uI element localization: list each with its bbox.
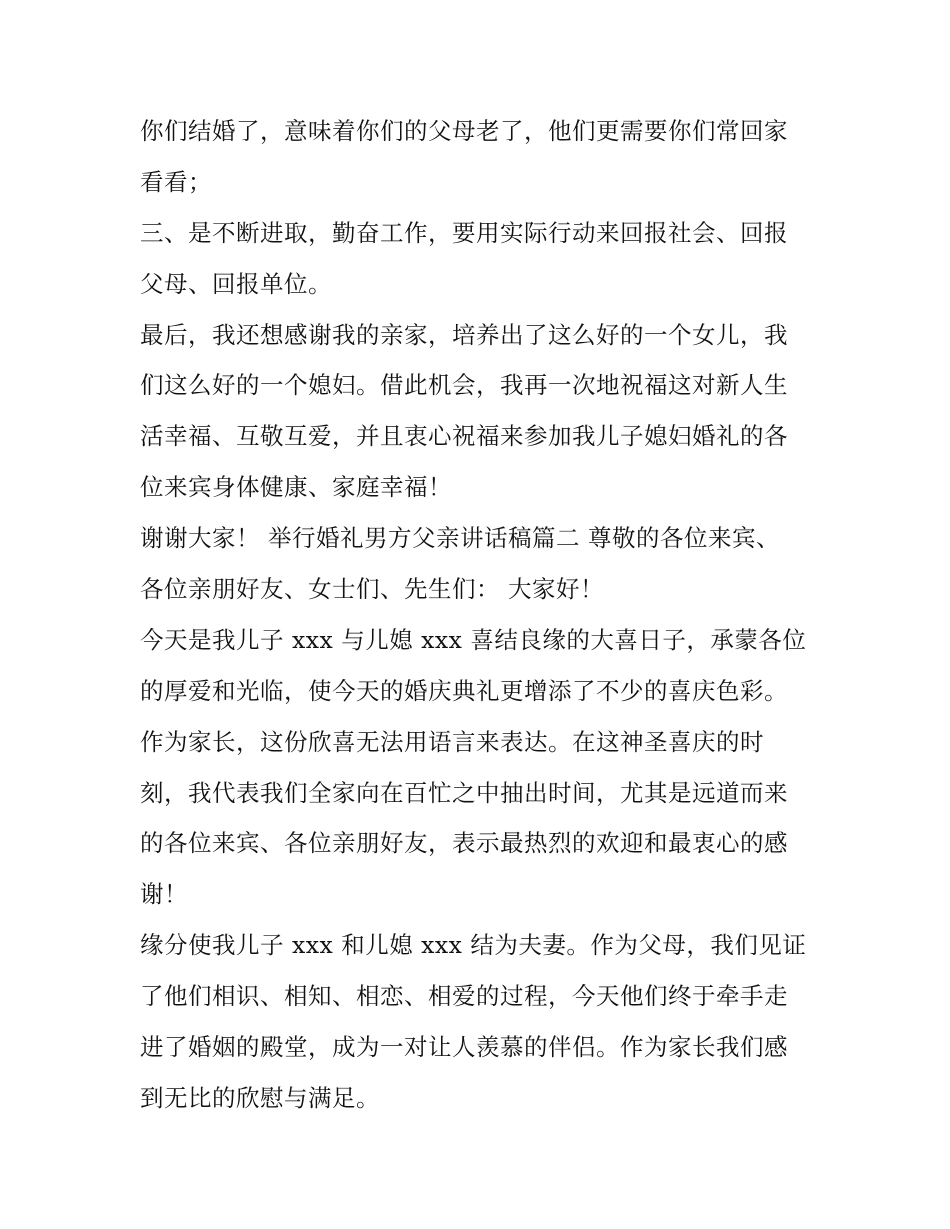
text-line: 谢！ [140, 880, 188, 909]
text-line: 的厚爱和光临，使今天的婚庆典礼更增添了不少的喜庆色彩。 [140, 676, 788, 705]
text-line: 们这么好的一个媳妇。借此机会，我再一次地祝福这对新人生 [140, 371, 788, 400]
text-line: 的各位来宾、各位亲朋好友，表示最热烈的欢迎和最衷心的感 [140, 829, 788, 858]
text-line: 你们结婚了，意味着你们的父母老了，他们更需要你们常回家 [140, 117, 788, 145]
speech-text-block [140, 106, 820, 1124]
text-line: 父母、回报单位。 [140, 269, 332, 298]
text-line: 看看； [140, 167, 212, 196]
text-line: 各位亲朋好友、女士们、先生们： 大家好！ [140, 575, 604, 604]
text-line: 活幸福、互敬互爱，并且衷心祝福来参加我儿子媳妇婚礼的各 [140, 422, 788, 451]
text-line: 谢谢大家！ 举行婚礼男方父亲讲话稿篇二 尊敬的各位来宾、 [140, 524, 780, 553]
text-line: 三、是不断进取，勤奋工作，要用实际行动来回报社会、回报 [140, 218, 788, 247]
text-line: 作为家长，这份欣喜无法用语言来表达。在这神圣喜庆的时 [140, 727, 764, 756]
text-line: 到无比的欣慰与满足。 [140, 1083, 380, 1112]
text-line: 最后，我还想感谢我的亲家，培养出了这么好的一个女儿，我 [140, 320, 788, 349]
text-line: 缘分使我儿子 xxx 和儿媳 xxx 结为夫妻。作为父母，我们见证 [140, 931, 807, 960]
text-line: 了他们相识、相知、相恋、相爱的过程，今天他们终于牵手走 [140, 982, 788, 1011]
text-line: 今天是我儿子 xxx 与儿媳 xxx 喜结良缘的大喜日子，承蒙各位 [140, 625, 807, 654]
text-line: 进了婚姻的殿堂，成为一对让人羡慕的伴侣。作为家长我们感 [140, 1033, 788, 1062]
text-line: 位来宾身体健康、家庭幸福！ [140, 473, 452, 502]
text-line: 刻，我代表我们全家向在百忙之中抽出时间，尤其是远道而来 [140, 778, 788, 807]
